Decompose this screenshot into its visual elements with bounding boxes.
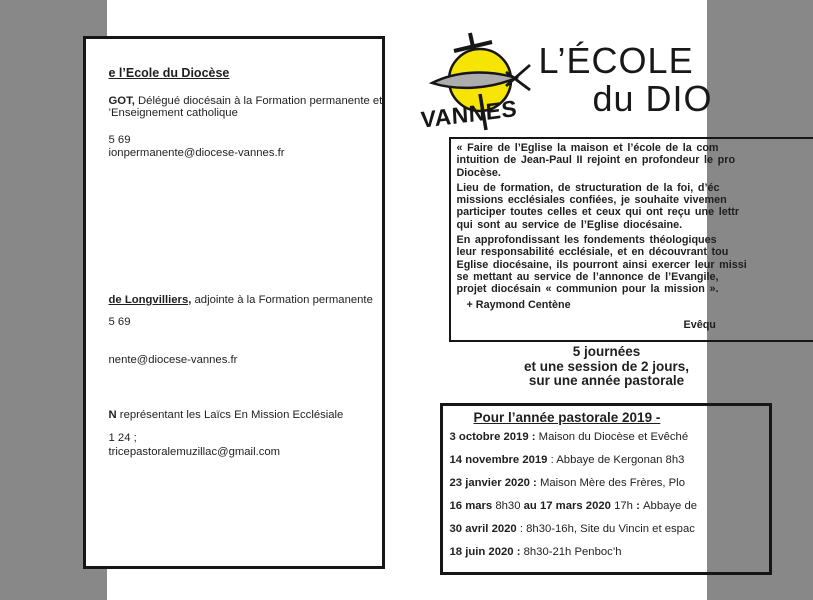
contact-line: GOT, Délégué diocésain à la Formation permanente et — [108, 95, 383, 107]
quote-line: Diocèse. — [456, 166, 501, 179]
quote-line: Lieu de formation, de structuration de la foi, d’éc — [456, 181, 720, 194]
contact-heading: e l’Ecole du Diocèse — [108, 66, 230, 80]
page-title-line1: L’ÉCOLE — [538, 40, 694, 81]
schedule-table — [440, 403, 772, 575]
sessions-summary — [447, 345, 767, 389]
scanned-flyer-page — [107, 0, 747, 600]
logo-vannes-text: VANNES — [419, 95, 518, 133]
schedule-rows — [450, 431, 769, 559]
contact-line: 1 24 ; — [108, 432, 137, 444]
quote-paragraph — [457, 182, 813, 231]
quote-line: En approfondissant les fondements théologiques — [456, 234, 717, 247]
sessions-line: 5 journées — [572, 344, 641, 359]
contact-line: ’Enseignement catholique — [108, 107, 238, 119]
schedule-title: Pour l’année pastorale 2019 - — [473, 410, 661, 425]
schedule-row: 16 mars 8h30 au 17 mars 2020 17h : Abbaye de — [449, 500, 698, 512]
signature: + Raymond Centène — [466, 298, 571, 311]
schedule-row: 18 juin 2020 : 8h30-21h Penboc’h — [449, 546, 622, 558]
quote-paragraph — [457, 142, 813, 179]
quote-line: « Faire de l’Eglise la maison et l’école de la com — [456, 142, 719, 154]
quote-line: missions ecclésiales confiées, je souhaite vivemen — [456, 194, 727, 207]
diocese-vannes-logo — [419, 28, 540, 136]
contact-line: de Longvilliers, adjointe à la Formation permanente — [108, 294, 373, 306]
quote-line: leur responsabilité ecclésiale, et en découvrant tou — [456, 246, 729, 259]
quote-paragraph — [457, 234, 813, 295]
contact-line: N représentant les Laïcs En Mission Ecclésiale — [108, 409, 344, 421]
schedule-row: 3 octobre 2019 : Maison du Diocèse et Evêché — [449, 431, 689, 443]
contact-line: 5 69 — [108, 134, 131, 146]
page-title-line2: du DIO — [592, 78, 713, 119]
quote-line: se mettant au service de l’annonce de l’Evangile, — [456, 270, 719, 283]
schedule-row: 30 avril 2020 : 8h30-16h, Site du Vincin et espac — [449, 523, 695, 535]
quote-paragraphs — [457, 142, 813, 296]
contact-line: 5 69 — [108, 316, 131, 328]
quote-line: participer toutes celles et ceux qui ont reçu une lettr — [456, 206, 740, 219]
contact-line: ionpermanente@diocese-vannes.fr — [108, 147, 285, 159]
quote-line: Eglise diocésaine, ils pourront ainsi exercer leur missi — [456, 258, 747, 271]
quote-line: intuition de Jean-Paul II rejoint en profondeur le pro — [456, 154, 736, 167]
schedule-row: 23 janvier 2020 : Maison Mère des Frères, Plo — [449, 477, 685, 489]
sessions-line: et une session de 2 jours, — [523, 358, 690, 374]
bishop-quote-box — [449, 137, 813, 342]
quote-line: qui sont au service de l’Eglise diocésaine. — [456, 218, 683, 231]
signature-role: Evêqu — [683, 319, 716, 331]
contact-line: nente@diocese-vannes.fr — [108, 354, 238, 366]
schedule-row: 14 novembre 2019 : Abbaye de Kergonan 8h3 — [449, 454, 685, 466]
contact-line: tricepastoralemuzillac@gmail.com — [108, 446, 281, 458]
quote-line: projet diocésain « communion pour la mission ». — [456, 283, 719, 296]
sessions-line: sur une année pastorale — [528, 373, 685, 389]
